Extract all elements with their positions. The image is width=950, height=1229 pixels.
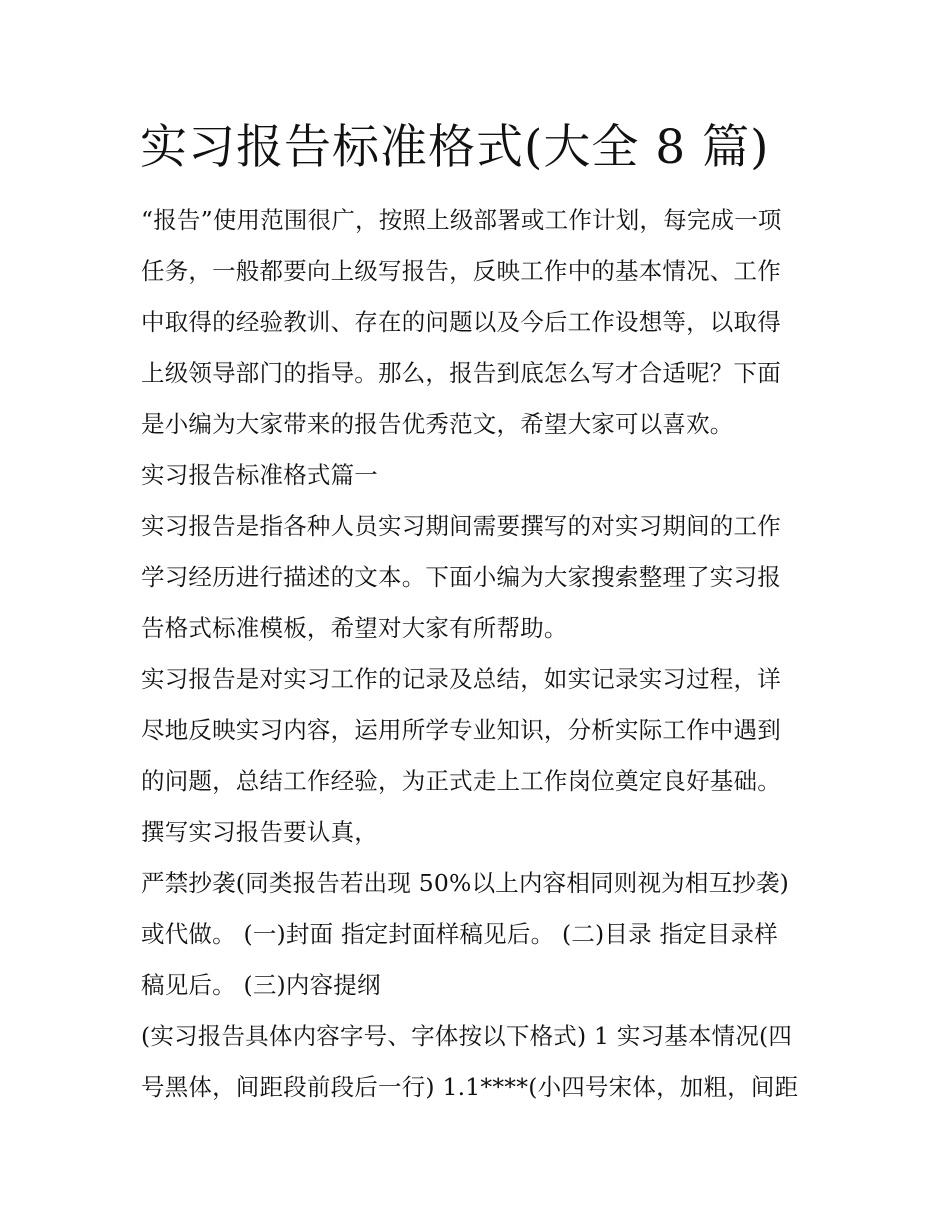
body-line-10: 实习报告是对实习工作的记录及总结，如实记录实习过程，详 bbox=[141, 665, 781, 693]
body-line-3: 中取得的经验教训、存在的问题以及今后工作设想等，以取得 bbox=[141, 308, 781, 336]
section-heading: 实习报告标准格式篇一 bbox=[141, 461, 378, 489]
body-line-1: “报告”使用范围很广，按照上级部署或工作计划，每完成一项 bbox=[141, 206, 782, 234]
body-line-17: (实习报告具体内容字号、字体按以下格式) 1 实习基本情况(四 bbox=[141, 1022, 793, 1050]
body-line-12: 的问题，总结工作经验，为正式走上工作岗位奠定良好基础。 bbox=[141, 767, 781, 795]
document-title: 实习报告标准格式(大全 8 篇) bbox=[140, 120, 770, 175]
body-line-8: 学习经历进行描述的文本。下面小编为大家搜索整理了实习报 bbox=[141, 563, 781, 591]
body-line-5: 是小编为大家带来的报告优秀范文，希望大家可以喜欢。 bbox=[141, 410, 734, 438]
body-line-4: 上级领导部门的指导。那么，报告到底怎么写才合适呢？下面 bbox=[141, 359, 781, 387]
body-line-2: 任务，一般都要向上级写报告，反映工作中的基本情况、工作 bbox=[141, 257, 781, 285]
body-line-11: 尽地反映实习内容，运用所学专业知识，分析实际工作中遇到 bbox=[141, 716, 781, 744]
body-line-14: 严禁抄袭(同类报告若出现 50%以上内容相同则视为相互抄袭) bbox=[141, 869, 790, 897]
body-line-15: 或代做。 (一)封面 指定封面样稿见后。 (二)目录 指定目录样 bbox=[141, 920, 778, 948]
body-line-18: 号黑体，间距段前段后一行) 1.1****(小四号宋体，加粗，间距 bbox=[141, 1073, 799, 1101]
body-line-16: 稿见后。 (三)内容提纲 bbox=[141, 971, 381, 999]
document-body bbox=[141, 195, 816, 1113]
body-line-7: 实习报告是指各种人员实习期间需要撰写的对实习期间的工作 bbox=[141, 512, 781, 540]
body-line-13: 撰写实习报告要认真， bbox=[141, 818, 378, 846]
body-line-9: 告格式标准模板，希望对大家有所帮助。 bbox=[141, 614, 568, 642]
